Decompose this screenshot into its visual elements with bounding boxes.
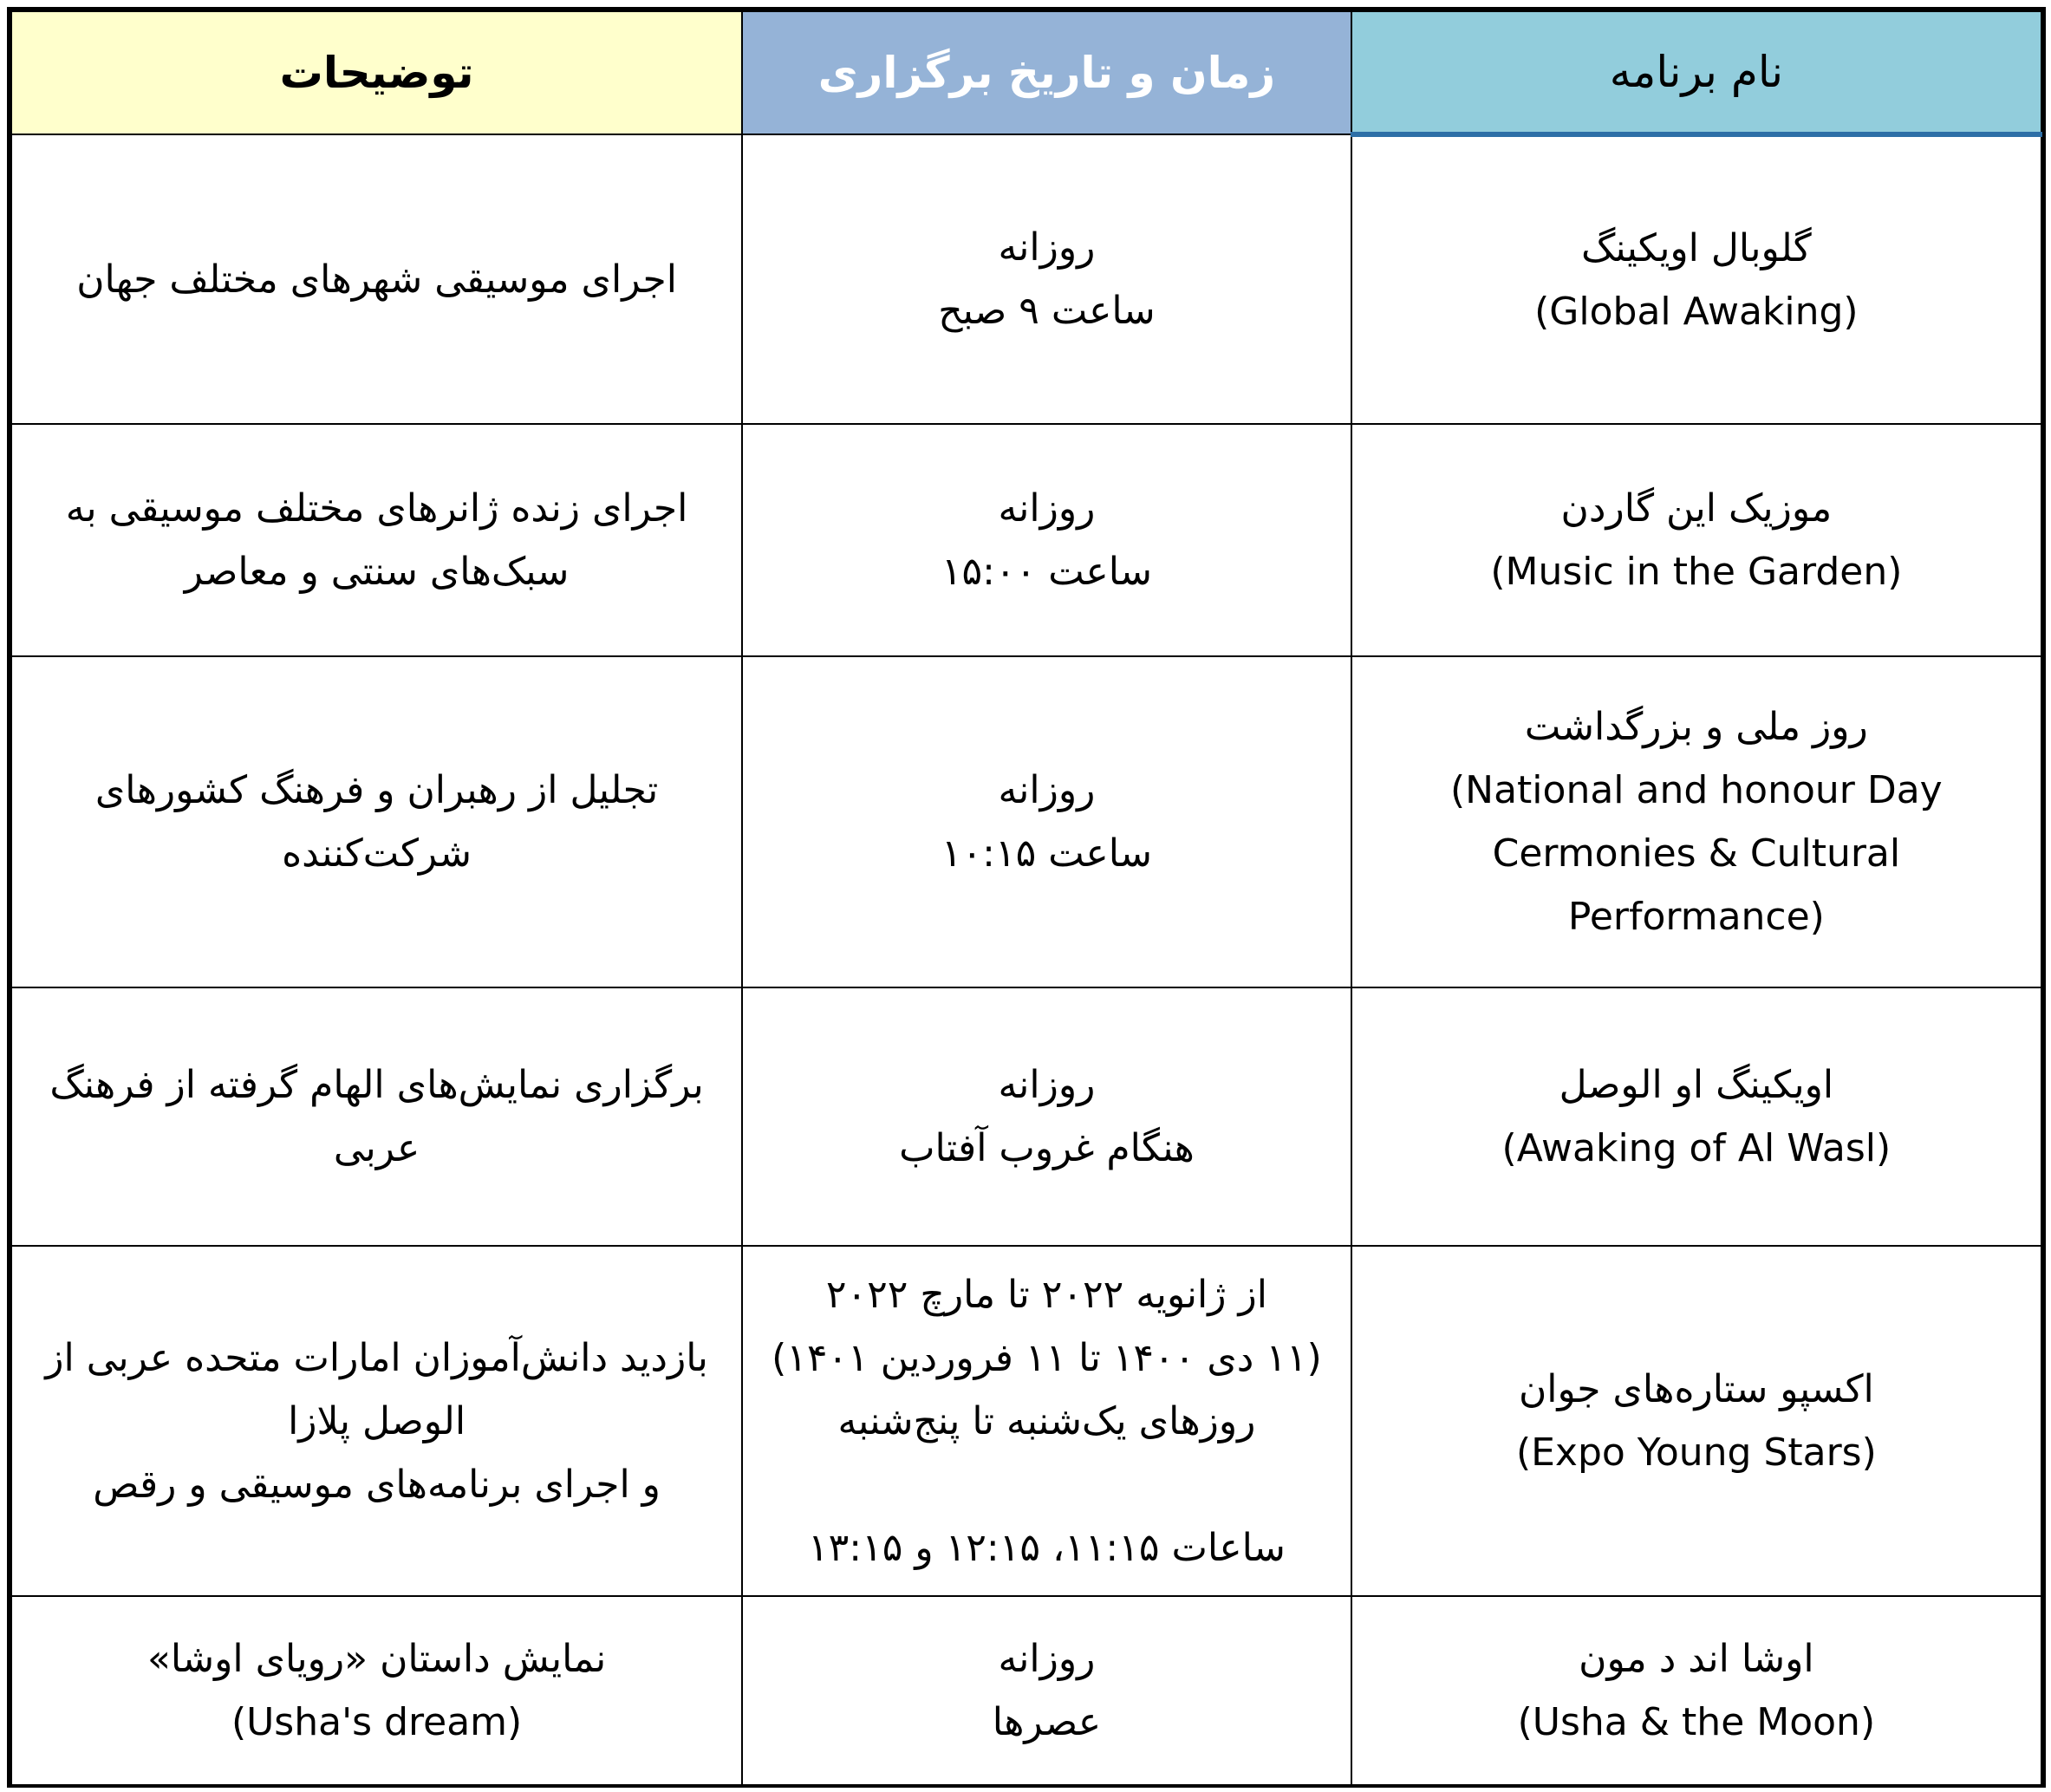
program-name-en: (Awaking of Al Wasl) <box>1501 1126 1891 1170</box>
description-line: اجرای موسیقی شهرهای مختلف جهان <box>76 257 677 302</box>
program-name-cell <box>1351 656 2041 987</box>
time-cell <box>742 134 1351 424</box>
program-name-cell <box>1351 987 2041 1246</box>
description-cell <box>11 424 742 656</box>
description-cell <box>11 656 742 987</box>
time-line: روزانه <box>998 1637 1096 1681</box>
time-cell <box>742 987 1351 1246</box>
table-row <box>11 987 2041 1246</box>
program-name-fa: اوشا اند د مون <box>1579 1637 1814 1681</box>
program-name-en: (Expo Young Stars) <box>1515 1430 1877 1475</box>
description-line: نمایش داستان «رویای اوشا» <box>146 1637 607 1681</box>
program-name-fa: روز ملی و بزرگداشت <box>1524 705 1868 749</box>
program-name-en: Cermonies & Cultural <box>1492 831 1901 876</box>
description-cell <box>11 987 742 1246</box>
header-program-name: نام برنامه <box>1351 11 2041 134</box>
header-time-date: زمان و تاریخ برگزاری <box>742 11 1351 134</box>
description-cell <box>11 1246 742 1596</box>
description-cell <box>11 134 742 424</box>
program-name-cell <box>1351 1596 2041 1785</box>
description-line: و اجرای برنامه‌های موسیقی و رقص <box>93 1462 661 1507</box>
time-line: روزانه <box>998 225 1096 270</box>
program-name-fa: موزیک این گاردن <box>1560 486 1833 531</box>
table-row <box>11 1246 2041 1596</box>
time-line: ساعات ۱۱:۱۵، ۱۲:۱۵ و ۱۳:۱۵ <box>808 1525 1286 1570</box>
program-schedule-table <box>10 10 2042 1786</box>
header-row <box>11 11 2041 134</box>
time-line: روزانه <box>998 1063 1096 1107</box>
table-row <box>11 134 2041 424</box>
program-name-en: (Usha & the Moon) <box>1517 1700 1876 1744</box>
program-name-en: Performance) <box>1567 895 1825 939</box>
description-line: سبک‌های سنتی و معاصر <box>184 550 570 594</box>
table-row <box>11 656 2041 987</box>
program-name-en: (Global Awaking) <box>1534 290 1859 334</box>
description-line: برگزاری نمایش‌های الهام گرفته از فرهنگ <box>49 1063 704 1107</box>
program-name-cell <box>1351 134 2041 424</box>
program-name-fa: گلوبال اویکینگ <box>1580 226 1812 270</box>
table-row <box>11 424 2041 656</box>
time-line: (۱۱ دی ۱۴۰۰ تا ۱۱ فروردین ۱۴۰۱) <box>772 1335 1322 1380</box>
program-name-cell <box>1351 424 2041 656</box>
time-line: از ژانویه ۲۰۲۲ تا مارچ ۲۰۲۲ <box>825 1272 1267 1317</box>
time-line: ساعت ۱۰:۱۵ <box>941 831 1152 876</box>
description-line: بازدید دانش‌آموزان امارات متحده عربی از <box>45 1335 708 1380</box>
time-line: روزانه <box>998 768 1096 812</box>
description-line: عربی <box>333 1126 420 1170</box>
time-cell <box>742 424 1351 656</box>
header-description: توضیحات <box>11 11 742 134</box>
schedule-sheet <box>7 7 2046 1788</box>
program-name-en: (Music in the Garden) <box>1490 550 1903 594</box>
description-line: اجرای زنده ژانرهای مختلف موسیقی به <box>65 486 688 531</box>
time-line: ساعت ۹ صبح <box>938 289 1156 333</box>
program-name-cell <box>1351 1246 2041 1596</box>
time-line: روزانه <box>998 486 1096 531</box>
time-line: عصرها <box>992 1700 1102 1744</box>
table-row <box>11 1596 2041 1785</box>
description-line: (Usha's dream) <box>231 1700 523 1744</box>
time-cell <box>742 656 1351 987</box>
spacer <box>748 1453 1345 1516</box>
time-line: هنگام غروب آفتاب <box>899 1126 1195 1170</box>
description-line: تجلیل از رهبران و فرهنگ کشورهای <box>94 768 659 812</box>
description-cell <box>11 1596 742 1785</box>
time-cell <box>742 1246 1351 1596</box>
description-line: الوصل پلازا <box>288 1398 466 1443</box>
program-name-fa: اکسپو ستاره‌های جوان <box>1518 1367 1874 1411</box>
time-cell <box>742 1596 1351 1785</box>
time-line: روزهای یک‌شنبه تا پنج‌شنبه <box>837 1398 1256 1443</box>
time-line: ساعت ۱۵:۰۰ <box>941 550 1152 594</box>
description-line: شرکت‌کننده <box>282 831 472 876</box>
program-name-fa: اویکینگ او الوصل <box>1559 1063 1834 1107</box>
program-name-en: (National and honour Day <box>1450 768 1943 812</box>
